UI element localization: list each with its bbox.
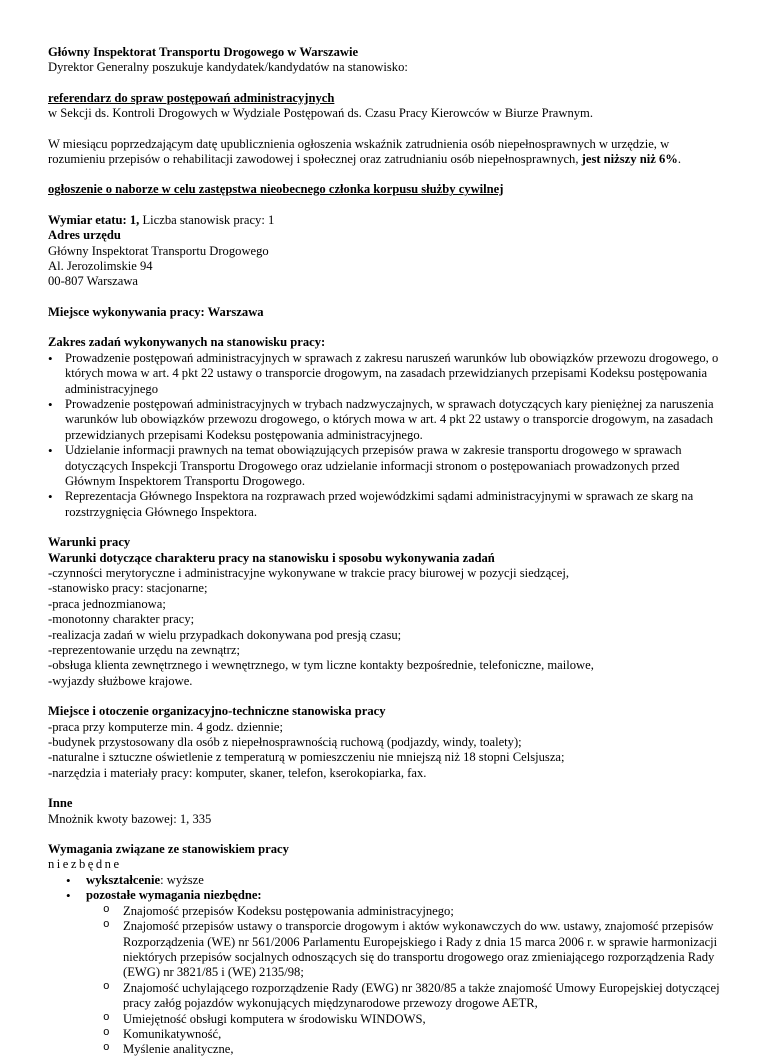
intro-text: Dyrektor Generalny poszukuje kandydatek/kandydatów na stanowisko: [48,60,408,75]
disability-note [48,137,720,168]
condition-line: -monotonny charakter pracy; [48,612,195,627]
employment-label: Wymiar etatu: 1, [48,212,140,227]
address-line-3: 00-807 Warszawa [48,274,139,289]
condition-line: -stanowisko pracy: stacjonarne; [48,581,208,596]
conditions-heading: Warunki pracy [48,535,131,550]
duties-heading: Zakres zadań wykonywanych na stanowisku pracy: [48,335,326,350]
duties-section [48,335,720,520]
requirement-item: o Znajomość przepisów Kodeksu postępowania administracyjnego; [48,904,720,919]
environment-line: -narzędzia i materiały pracy: komputer, skaner, telefon, kserokopiarka, fax. [48,765,427,780]
duty-item: • Udzielanie informacji prawnych na temat obowiązujących przepisów prawa w zakresie transportu drogowego w sprawach dotyczących Inspekcji Transportu Drogowego oraz udzielanie informacji stronom o postępowaniach prowadzonych przed Głównym Inspektorem Transportu Drogowego. [48,443,720,489]
duty-item: • Reprezentacja Głównego Inspektora na rozprawach przed wojewódzkimi sądami administracyjnymi w sprawach ze skarg na rozstrzygnięcia Głównego Inspektora. [48,489,720,520]
environment-line: -budynek przystosowany dla osób z niepełnosprawnością ruchową (podjazdy, windy, toalety); [48,735,522,750]
requirements-heading: Wymagania związane ze stanowiskiem pracy [48,842,289,857]
address-line-1: Główny Inspektorat Transportu Drogowego [48,243,269,258]
requirement-item: o Znajomość uchylającego rozporządzenie Rady (EWG) nr 3820/85 a także znajomość Umowy Europejskiej dotyczącej pracy załóg pojazdów wykonujących międzynarodowe przewozy drogowe AETR, [48,981,720,1012]
other-requirements-list [48,904,720,1058]
other-requirements-colon: : [257,888,262,903]
duty-item: • Prowadzenie postępowań administracyjnych w trybach nadzwyczajnych, w sprawach dotyczących kary pieniężnej za naruszenia warunków lub obowiązków przewozu drogowego, o których mowa w art. 4 pkt 22 ustawy o transporcie drogowym, na zasadach przewidzianych przepisami Kodeksu postępowania administracyjnego. [48,397,720,443]
employment-line [48,213,720,228]
position-title: referendarz do spraw postępowań administracyjnych [48,90,335,105]
condition-line: -wyjazdy służbowe krajowe. [48,673,193,688]
other-heading: Inne [48,796,73,811]
requirement-item: o Umiejętność obsługi komputera w środowisku WINDOWS, [48,1012,720,1027]
duties-list [48,351,720,520]
workplace-line: Miejsce wykonywania pracy: Warszawa [48,304,264,319]
requirement-item: o Znajomość przepisów ustawy o transporcie drogowym i aktów wykonawczych do ww. ustawy, znajomość przepisów Rozporządzenia (WE) nr 561/2006 Parlamentu Europejskiego i Rady z dnia 15 marca 2006 r. w sprawie harmonizacji niektórych przepisów socjalnych odnoszących się do transportu drogowego oraz zmieniającego rozporządzenia Rady (EWG) nr 3821/85 i (WE) 2135/98; [48,919,720,981]
condition-line: -czynności merytoryczne i administracyjne wykonywane w trakcie pracy biurowej w pozycji siedzącej, [48,565,570,580]
multiplier-line: Mnożnik kwoty bazowej: 1, 335 [48,811,212,826]
address-label: Adres urzędu [48,228,121,243]
required-label: niezbędne [48,857,122,872]
requirements-section [48,842,720,1058]
environment-line: -praca przy komputerze min. 4 godz. dziennie; [48,719,283,734]
disability-note-paragraph [48,137,720,168]
other-requirements-item [48,888,720,903]
conditions-subheading: Warunki dotyczące charakteru pracy na stanowisku i sposobu wykonywania zadań [48,550,495,565]
condition-line: -reprezentowanie urzędu na zewnątrz; [48,643,240,657]
education-label: wykształcenie [86,872,161,887]
position-location: w Sekcji ds. Kontroli Drogowych w Wydziale Postępowań ds. Czasu Pracy Kierowców w Biurze Prawnym. [48,106,593,121]
requirement-item: o Komunikatywność, [48,1027,720,1042]
requirements-list [48,873,720,904]
conditions-section [48,535,720,689]
organization-name: Główny Inspektorat Transportu Drogowego w Warszawie [48,45,359,59]
substitution-notice: ogłoszenie o naborze w celu zastępstwa nieobecnego członka korpusu służby cywilnej [48,182,504,197]
other-requirements-label: pozostałe wymagania niezbędne [86,888,258,903]
header-section [48,45,720,76]
education-value: : wyższe [160,872,204,887]
condition-line: -obsługa klienta zewnętrznego i wewnętrznego, w tym liczne kontakty bezpośrednie, telefoniczne, mailowe, [48,658,594,673]
disability-note-emphasis: jest niższy niż 6% [581,152,678,167]
duty-item: • Prowadzenie postępowań administracyjnych w sprawach z zakresu naruszeń warunków lub obowiązków przewozu drogowego, o których mowa w art. 4 pkt 22 ustawy o transporcie drogowym, na zasadach przewidzianych przepisami Kodeksu postępowania administracyjnego [48,351,720,397]
substitution-section [48,182,720,197]
position-section [48,91,720,122]
environment-heading: Miejsce i otoczenie organizacyjno-techniczne stanowiska pracy [48,704,386,719]
disability-note-end: . [677,152,681,167]
condition-line: -realizacja zadań w wielu przypadkach dokonywana pod presją czasu; [48,627,402,642]
environment-line: -naturalne i sztuczne oświetlenie z temperaturą w pomieszczeniu nie mniejszą niż 18 stopni Celsjusza; [48,750,565,765]
employment-rest: Liczba stanowisk pracy: 1 [139,212,275,227]
employment-section [48,213,720,290]
condition-line: -praca jednozmianowa; [48,596,166,611]
requirement-item: o Myślenie analityczne, [48,1042,720,1057]
environment-section [48,704,720,781]
address-line-2: Al. Jerozolimskie 94 [48,259,153,274]
workplace-section [48,305,720,320]
other-section [48,796,720,827]
disability-note-text: W miesiącu poprzedzającym datę upublicznienia ogłoszenia wskaźnik zatrudnienia osób niepełnosprawnych w urzędzie, w rozumieniu przepisów o rehabilitacji zawodowej i społecznej oraz zatrudnianiu osób niepełnosprawnych, [48,136,670,167]
education-item [48,873,720,888]
